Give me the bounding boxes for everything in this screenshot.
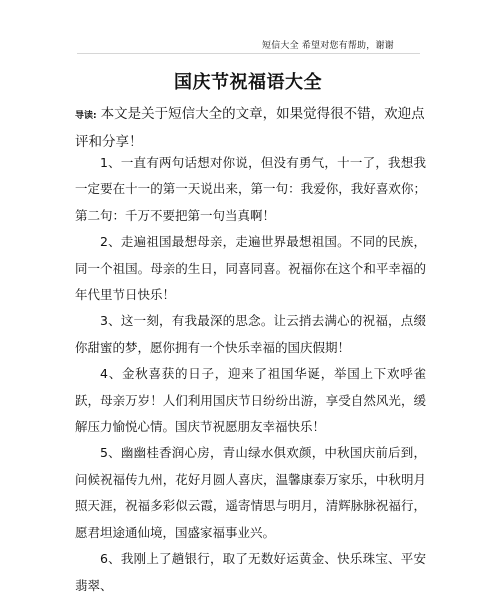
paragraph-4: 4、金秋喜获的日子，迎来了祖国华诞，举国上下欢呼雀跃，母亲万岁！人们利用国庆节日纷纷出游，享受自然风光，缓解压力愉悦心情。国庆节祝愿朋友幸福快乐！ <box>75 366 426 435</box>
intro-label: 导读: <box>75 111 97 121</box>
page-title: 国庆节祝福语大全 <box>174 72 322 93</box>
intro-section <box>75 101 425 155</box>
paragraph-5: 5、幽幽桂香润心房，青山绿水俱欢颜，中秋国庆前后到，问候祝福传九州，花好月圆人喜庆，温馨康泰万家乐，中秋明月照天涯，祝福多彩似云霞，遥寄情思与明月，清辉脉脉祝福行，愿君坦途通仙境，国盛家福事业兴。 <box>75 445 426 540</box>
header-divider <box>77 53 420 54</box>
article-body <box>75 150 426 599</box>
paragraph-6: 6、我刚上了趟银行，取了无数好运黄金、快乐珠宝、平安翡翠、 <box>75 551 426 593</box>
intro-text: 本文是关于短信大全的文章，如果觉得很不错，欢迎点评和分享！ <box>75 106 425 150</box>
paragraph-2: 2、走遍祖国最想母亲，走遍世界最想祖国。不同的民族，同一个祖国。母亲的生日，同喜同喜。祝福你在这个和平幸福的年代里节日快乐！ <box>75 234 426 303</box>
header-note: 短信大全 希望对您有帮助，谢谢 <box>262 41 394 51</box>
paragraph-1: 1、一直有两句话想对你说，但没有勇气，十一了，我想我一定要在十一的第一天说出来，第一句：我爱你，我好喜欢你；第二句：千万不要把第一句当真啊！ <box>75 155 426 223</box>
paragraph-3: 3、这一刻，有我最深的思念。让云捎去满心的祝福，点缀你甜蜜的梦，愿你拥有一个快乐幸福的国庆假期！ <box>75 313 426 355</box>
